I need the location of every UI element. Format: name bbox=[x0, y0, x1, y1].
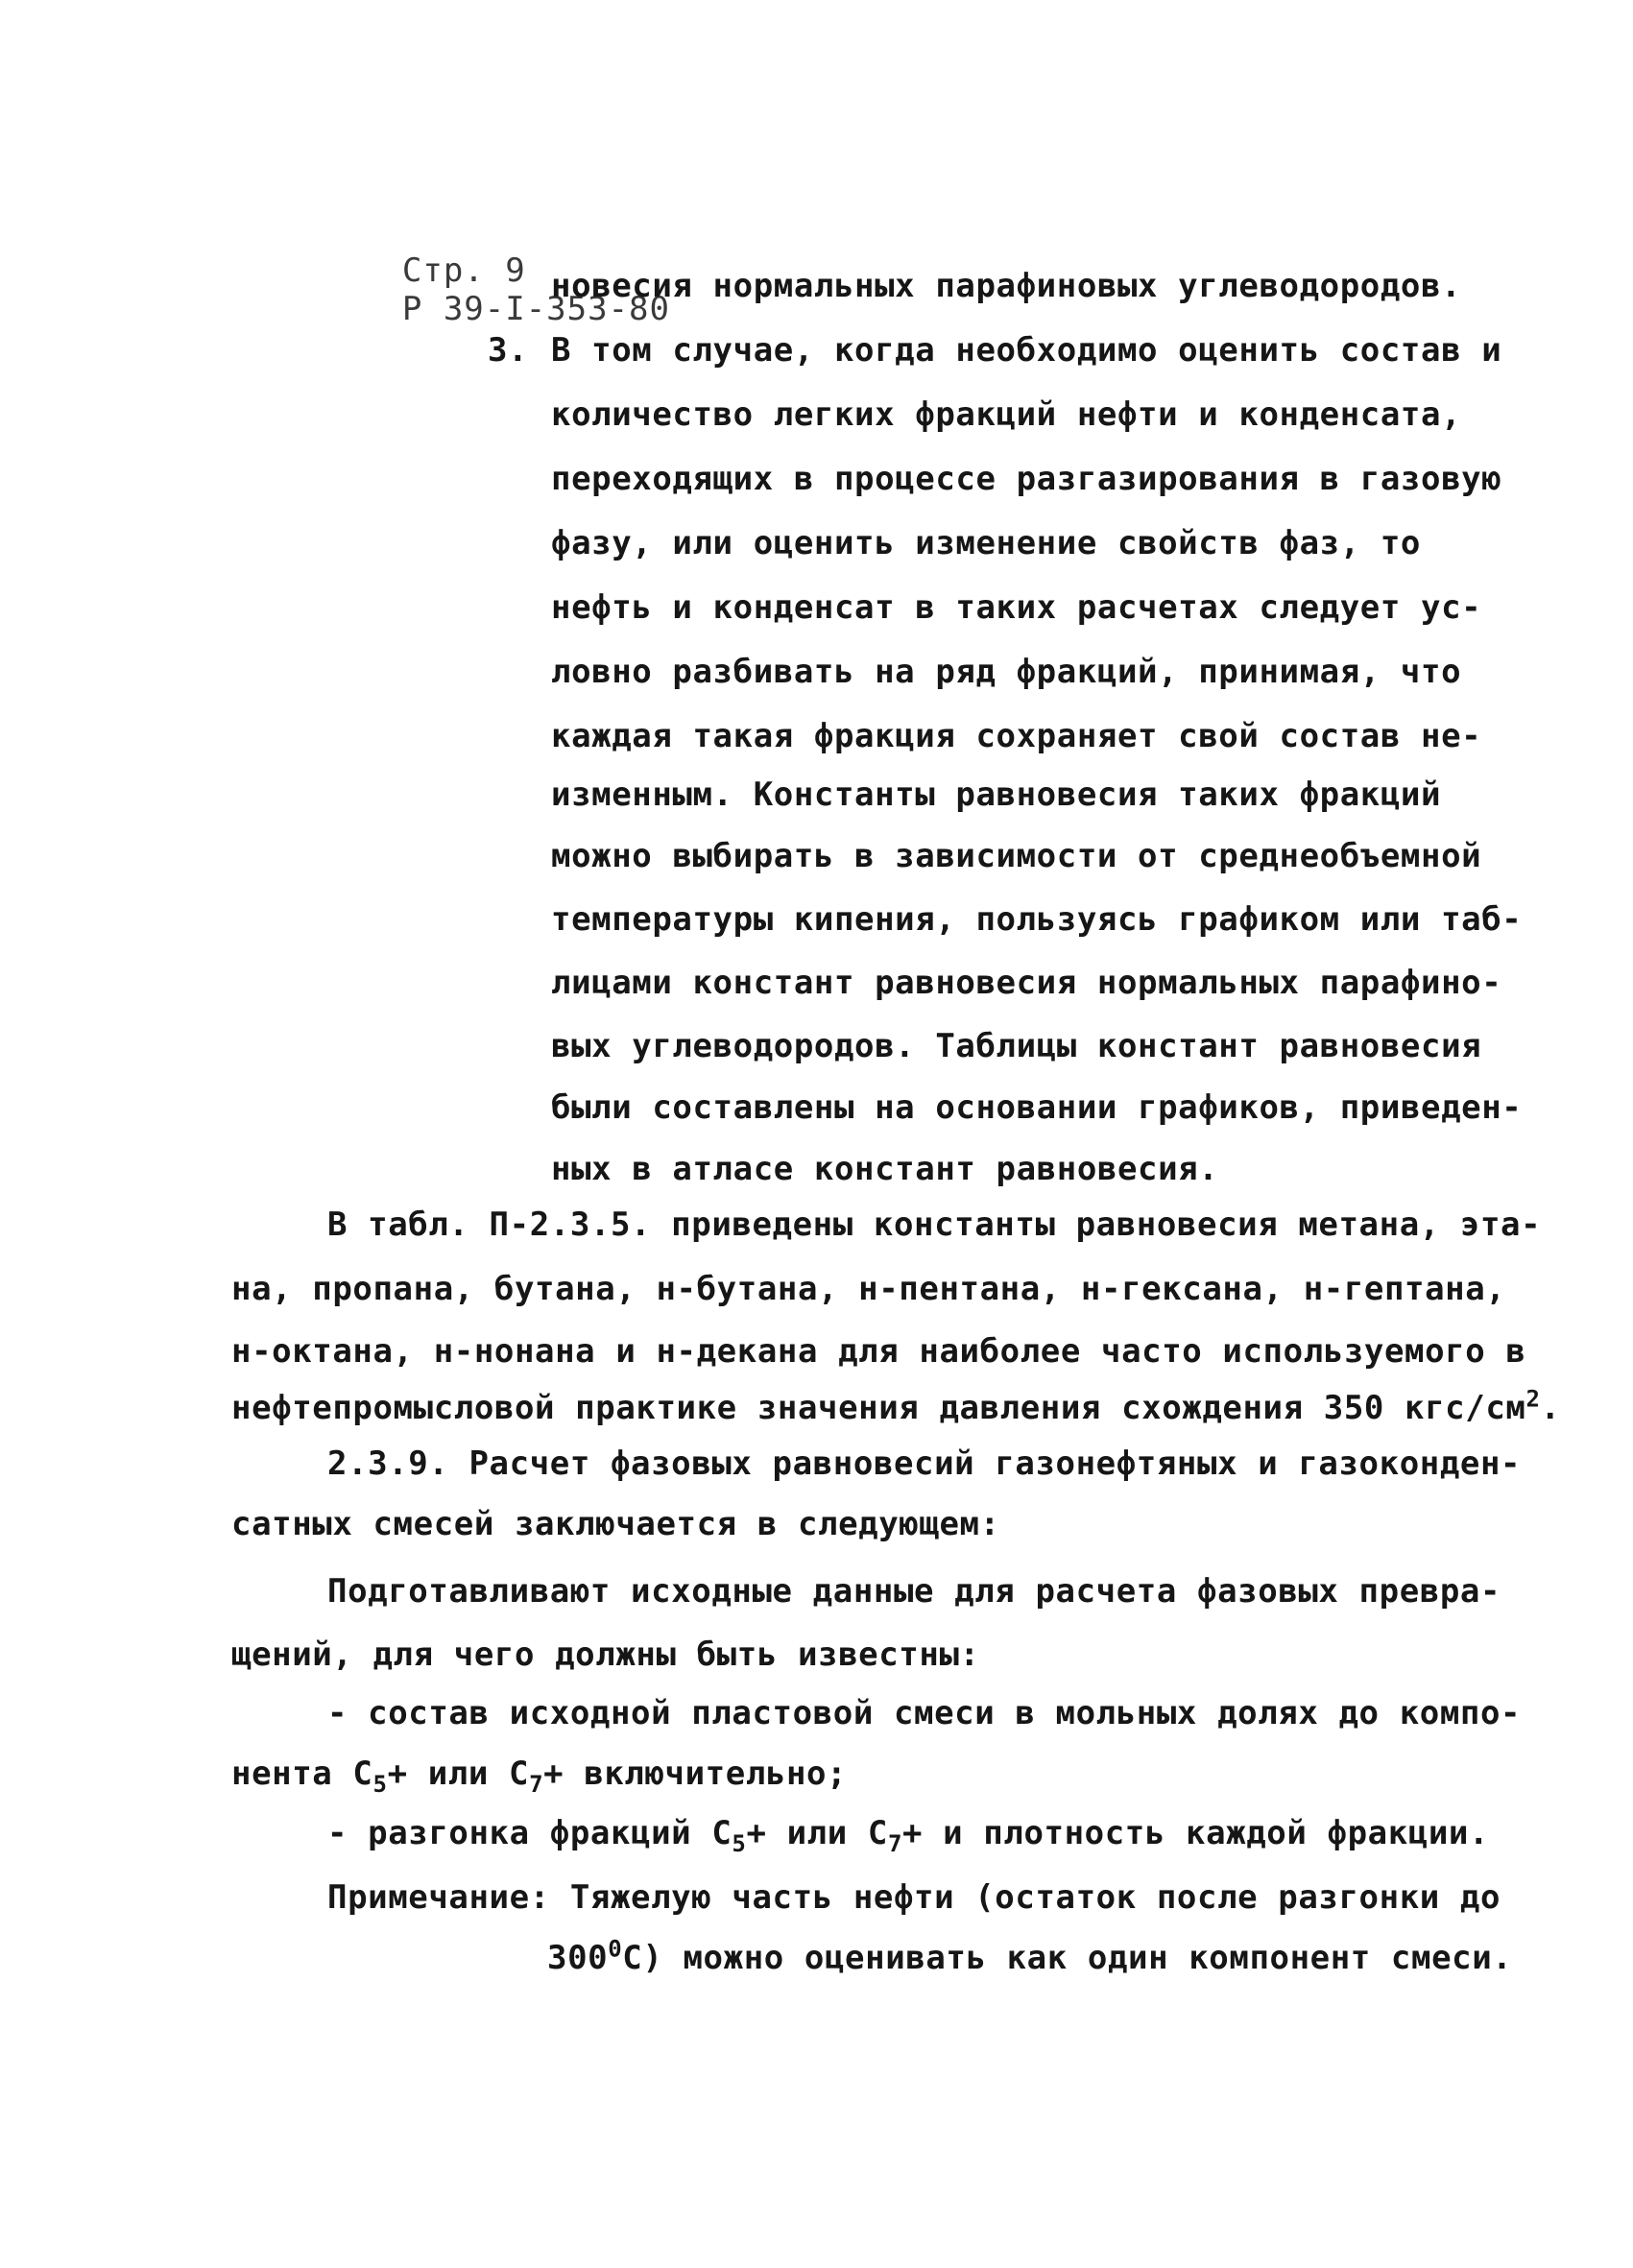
bullet-text: + или С bbox=[746, 1814, 888, 1852]
document-code: Р 39-I-353-80 bbox=[401, 290, 670, 328]
item3-line: изменным. Константы равновесия таких фракций bbox=[551, 776, 1442, 814]
item-number: 3. bbox=[488, 331, 529, 370]
item3-line: ных в атласе констант равновесия. bbox=[551, 1150, 1219, 1188]
table-reference-line: н-октана, н-нонана и н-декана для наиболее часто используемого в bbox=[231, 1332, 1526, 1371]
item3-line: ловно разбивать на ряд фракций, принимая, что bbox=[551, 653, 1462, 691]
table-reference-line: В табл. П-2.3.5. приведены константы равновесия метана, эта- bbox=[327, 1206, 1542, 1244]
continued-line: новесия нормальных парафиновых углеводородов. bbox=[551, 267, 1462, 305]
page-number: Стр. 9 bbox=[401, 251, 526, 290]
section-heading-line: 2.3.9. Расчет фазовых равновесий газонефтяных и газоконден- bbox=[327, 1444, 1522, 1483]
subscript: 5 bbox=[732, 1829, 747, 1857]
item3-line: лицами констант равновесия нормальных парафино- bbox=[551, 964, 1502, 1002]
bullet-text: + и плотность каждой фракции. bbox=[902, 1814, 1490, 1852]
item3-line: температуры кипения, пользуясь графиком или таб- bbox=[551, 900, 1523, 939]
bullet-line: - состав исходной пластовой смеси в мольных долях до компо- bbox=[327, 1694, 1522, 1732]
note-text: 300 bbox=[547, 1939, 609, 1977]
table-reference-tail: . bbox=[1540, 1389, 1561, 1427]
paragraph-line: Подготавливают исходные данные для расчета фазовых превра- bbox=[327, 1572, 1501, 1611]
item3-line: фазу, или оценить изменение свойств фаз, то bbox=[551, 524, 1421, 562]
paragraph-line: щений, для чего должны быть известны: bbox=[231, 1635, 980, 1674]
item3-line: количество легких фракций нефти и конденсата, bbox=[551, 395, 1462, 434]
item3-line: переходящих в процессе разгазирования в газовую bbox=[551, 460, 1502, 498]
bullet-text: нента С bbox=[231, 1755, 373, 1793]
table-reference-text: нефтепромысловой практике значения давления схождения 350 кгс/см bbox=[231, 1389, 1526, 1427]
item3-line: можно выбирать в зависимости от среднеобъемной bbox=[551, 837, 1482, 875]
section-line: сатных смесей заключается в следующем: bbox=[231, 1505, 1000, 1543]
table-reference-line: на, пропана, бутана, н-бутана, н-пентана, н-гексана, н-гептана, bbox=[231, 1270, 1506, 1308]
item3-line: были составлены на основании графиков, приведен- bbox=[551, 1088, 1523, 1127]
item3-line: вых углеводородов. Таблицы констант равновесия bbox=[551, 1027, 1482, 1065]
subscript: 7 bbox=[887, 1829, 903, 1857]
item3-line: В том случае, когда необходимо оценить состав и bbox=[551, 331, 1502, 370]
subscript: 7 bbox=[529, 1770, 544, 1798]
note-line bbox=[547, 1935, 1513, 1977]
table-reference-line bbox=[231, 1385, 1561, 1427]
bullet-text: + или С bbox=[387, 1755, 530, 1793]
note-line: Примечание: Тяжелую часть нефти (остаток после разгонки до bbox=[327, 1878, 1501, 1917]
bullet-text: + включительно; bbox=[543, 1755, 848, 1793]
degree-superscript: 0 bbox=[608, 1935, 623, 1963]
unit-superscript: 2 bbox=[1525, 1385, 1541, 1413]
subscript: 5 bbox=[372, 1770, 388, 1798]
bullet-text: - разгонка фракций С bbox=[327, 1814, 732, 1852]
bullet-line bbox=[231, 1755, 848, 1798]
note-text: С) можно оценивать как один компонент смеси. bbox=[622, 1939, 1513, 1977]
bullet-line bbox=[327, 1814, 1490, 1857]
item3-line: каждая такая фракция сохраняет свой состав не- bbox=[551, 717, 1482, 755]
item3-line: нефть и конденсат в таких расчетах следует ус- bbox=[551, 588, 1482, 627]
